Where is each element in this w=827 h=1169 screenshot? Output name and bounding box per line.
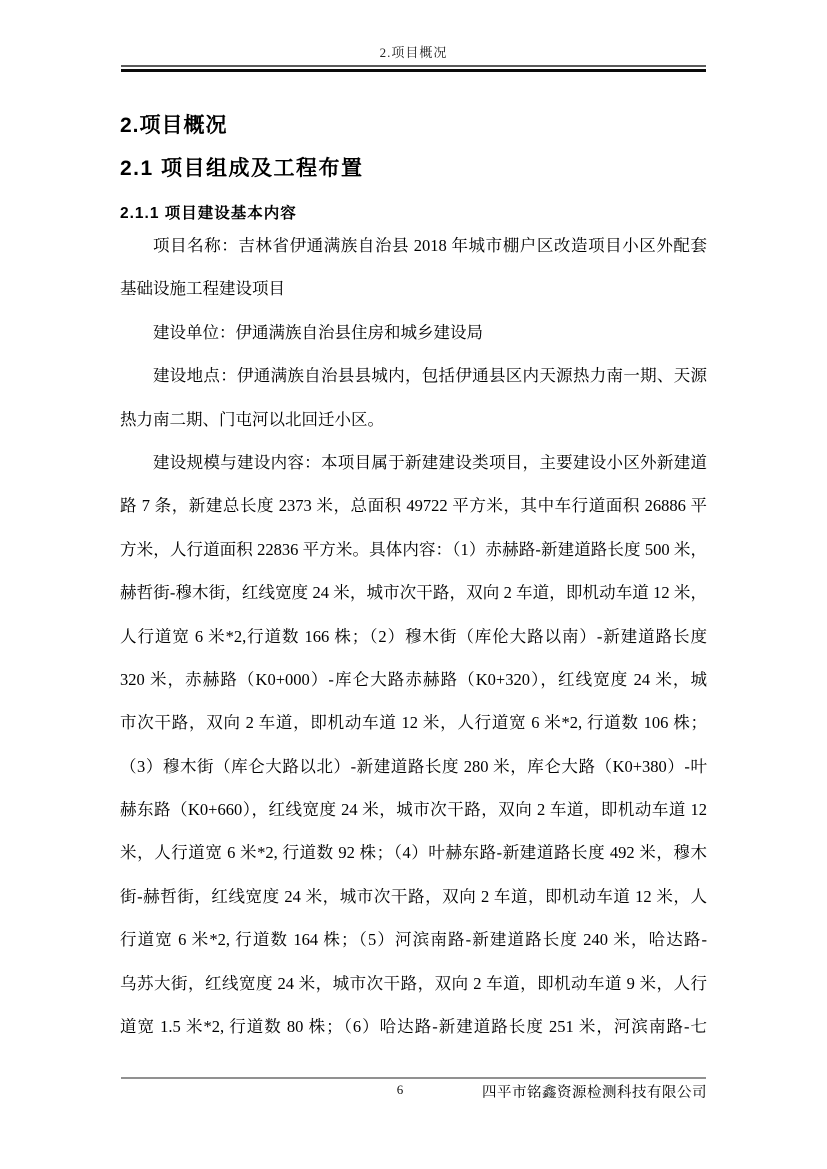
chapter-heading: 2.项目概况	[120, 114, 228, 137]
running-title: 2.项目概况	[379, 45, 448, 60]
paragraph-line: 赫哲街-穆木街，红线宽度 24 米，城市次干路，双向 2 车道，即机动车道 12 米，	[120, 583, 707, 603]
paragraph-line: 建设单位：伊通满族自治县住房和城乡建设局	[153, 322, 483, 342]
section-heading: 2.1 项目组成及工程布置	[120, 157, 364, 180]
body-text	[120, 224, 707, 1048]
paragraph-line: 米，人行道宽 6 米*2, 行道数 92 株；（4）叶赫东路-新建道路长度 492 米，穆木	[120, 843, 707, 863]
paragraph-line: 乌苏大街，红线宽度 24 米，城市次干路，双向 2 车道，即机动车道 9 米，人行	[120, 973, 707, 993]
paragraph-line: 项目名称：吉林省伊通满族自治县 2018 年城市棚户区改造项目小区外配套	[153, 236, 707, 255]
paragraph-line: 320 米，赤赫路（K0+000）-库仑大路赤赫路（K0+320），红线宽度 24 米，城	[120, 669, 707, 689]
page-number: 6	[396, 1082, 404, 1097]
paragraph-line: 方米，人行道面积 22836 平方米。具体内容：（1）赤赫路-新建道路长度 500 米，	[120, 539, 707, 559]
footer-rule	[121, 1077, 706, 1079]
paragraph-line: 街-赫哲街，红线宽度 24 米，城市次干路，双向 2 车道，即机动车道 12 米，人	[120, 886, 707, 906]
paragraph-line: 路 7 条，新建总长度 2373 米，总面积 49722 平方米，其中车行道面积 26886 平	[120, 496, 707, 516]
header-rule	[121, 65, 706, 72]
paragraph-line: 建设规模与建设内容：本项目属于新建建设类项目，主要建设小区外新建道	[153, 452, 707, 472]
subsection-heading: 2.1.1 项目建设基本内容	[120, 205, 297, 222]
header-rule-thick-line	[121, 69, 706, 72]
paragraph-line: 赫东路（K0+660），红线宽度 24 米，城市次干路，双向 2 车道，即机动车道 12	[120, 800, 707, 820]
paragraph-line: 市次干路，双向 2 车道，即机动车道 12 米，人行道宽 6 米*2, 行道数 106 株；	[120, 713, 707, 733]
paragraph-line: 人行道宽 6 米*2,行道数 166 株；（2）穆木街（库伦大路以南）-新建道路长度	[120, 626, 707, 646]
paragraph-line: 建设地点：伊通满族自治县县城内，包括伊通县区内天源热力南一期、天源	[153, 366, 707, 386]
paragraph-line: 热力南二期、门屯河以北回迁小区。	[120, 409, 384, 429]
company-name: 四平市铭鑫资源检测科技有限公司	[482, 1085, 707, 1101]
paragraph-line: 行道宽 6 米*2, 行道数 164 株；（5）河滨南路-新建道路长度 240 米，哈达路-	[120, 930, 707, 950]
paragraph-line: （3）穆木街（库仑大路以北）-新建道路长度 280 米，库仑大路（K0+380）-叶	[120, 756, 707, 776]
paragraph-line: 道宽 1.5 米*2, 行道数 80 株；（6）哈达路-新建道路长度 251 米，河滨南路-七	[120, 1017, 707, 1037]
paragraph-line: 基础设施工程建设项目	[120, 279, 285, 299]
